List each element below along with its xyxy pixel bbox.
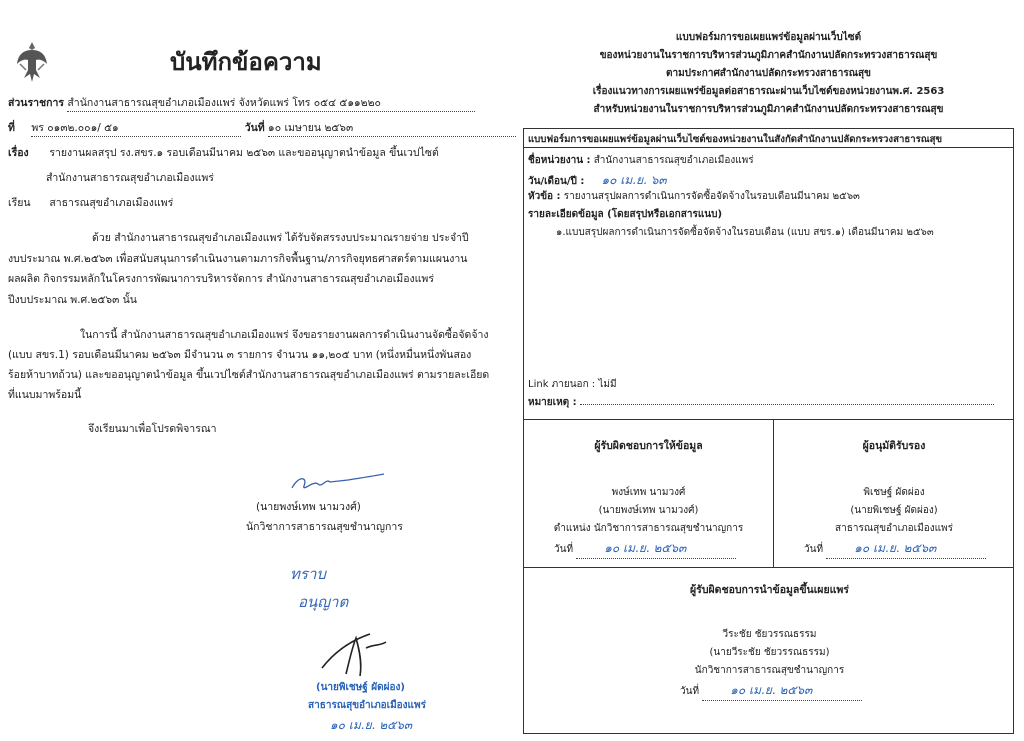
paragraph-line: งบประมาณ พ.ศ.๒๕๖๓ เพื่อสนับสนุนการดำเนินงานตามภารกิจพื้นฐาน/ภารกิจยุทธศาสตร์ตามแผนงาน — [8, 253, 468, 265]
unit-value: สำนักงานสาธารณสุขอำเภอเมืองแพร่ — [593, 155, 754, 166]
paragraph-line: ปีงบประมาณ พ.ศ.๒๕๖๓ นั้น — [8, 294, 137, 306]
memo-title: บันทึกข้อความ — [170, 48, 322, 76]
department-value: สำนักงานสาธารณสุขอำเภอเมืองแพร่ จังหวัดแพร่ โทร ๐๕๔ ๕๑๑๒๒๐ — [67, 94, 475, 112]
subject-label: เรื่อง — [8, 147, 29, 159]
remark-value — [580, 404, 994, 405]
approver-cell-title: ผู้อนุมัติรับรอง — [862, 440, 926, 452]
signature-scribble — [288, 470, 388, 496]
responsible-title: ผู้รับผิดชอบการให้ข้อมูล — [594, 440, 703, 452]
signer-position: นักวิชาการสาธารณสุขชำนาญการ — [246, 521, 403, 533]
approver-cell-name: พิเชษฐ์ ผัดผ่อง — [863, 487, 925, 498]
form-date-row — [528, 171, 667, 190]
publisher-position: นักวิชาการสาธารณสุขชำนาญการ — [694, 665, 845, 676]
form-header-line-1: แบบฟอร์มการขอเผยแพร่ข้อมูลผ่านเว็บไซต์ — [675, 32, 862, 43]
publisher-date-label: วันที่ — [680, 686, 700, 697]
approver-cell-position: สาธารณสุขอำเภอเมืองแพร่ — [835, 523, 953, 534]
topic-row — [528, 189, 860, 204]
handwritten-note-approve: อนุญาต — [298, 593, 349, 611]
responsible-position: ตำแหน่ง นักวิชาการสาธารณสุขชำนาญการ — [553, 523, 744, 534]
approver-cell-date-row — [804, 539, 986, 559]
number-label: ที่ — [8, 122, 15, 134]
topic-value: รายงานสรุปผลการดำเนินการจัดซื้อจัดจ้างในรอบเดือนมีนาคม ๒๕๖๓ — [563, 191, 860, 202]
approver-cell-date: ๑๐ เม.ย. ๒๕๖๓ — [826, 539, 986, 559]
date-value: ๑๐ เมษายน ๒๕๖๓ — [268, 119, 516, 137]
subject-line-2: สำนักงานสาธารณสุขอำเภอเมืองแพร่ — [46, 172, 214, 184]
publisher-title: ผู้รับผิดชอบการนำข้อมูลขึ้นเผยแพร่ — [690, 584, 849, 596]
paragraph-line: ด้วย สำนักงานสาธารณสุขอำเภอเมืองแพร่ ได้รับจัดสรรงบประมาณรายจ่าย ประจำปี — [92, 232, 469, 244]
publisher-name-paren: (นายวีระชัย ชัยวรรณธรรม) — [709, 647, 830, 658]
link-value: ไม่มี — [598, 379, 617, 390]
memo-closing: จึงเรียนมาเพื่อโปรดพิจารณา — [88, 423, 217, 435]
memo-department — [8, 94, 475, 112]
publisher-date: ๑๐ เม.ย. ๒๕๖๓ — [702, 681, 862, 701]
number-value: พร ๐๑๓๒.๐๐๑/ ๕๑ — [31, 119, 241, 137]
date-label: วันที่ — [244, 122, 265, 134]
memo-subject-row — [8, 144, 439, 161]
responsible-name: พงษ์เทพ นามวงศ์ — [611, 487, 686, 498]
handwritten-note-acknowledge: ทราบ — [290, 565, 326, 583]
form-date-label: วัน/เดือน/ปี : — [528, 176, 585, 187]
remark-label: หมายเหตุ : — [528, 397, 577, 408]
form-box-title: แบบฟอร์มการขอเผยแพร่ข้อมูลผ่านเว็บไซต์ของหน่วยงานในสังกัดสำนักงานปลัดกระทรวงสาธารณสุข — [528, 134, 943, 145]
remark-row — [528, 395, 994, 410]
responsible-date: ๑๐ เม.ย. ๒๕๖๓ — [576, 539, 736, 559]
form-box — [523, 128, 1014, 734]
form-header-line-3: ตามประกาศสำนักงานปลัดกระทรวงสาธารณสุข — [665, 68, 871, 79]
paragraph-line: ร้อยห้าบาทถ้วน) และขออนุญาตนำข้อมูล ขึ้นเวปไซต์สำนักงานสาธารณสุขอำเภอเมืองแพร่ ตามรายละเอียด — [8, 369, 490, 381]
form-header-line-2: ของหน่วยงานในราชการบริหารส่วนภูมิภาคสำนักงานปลัดกระทรวงสาธารณสุข — [599, 50, 938, 61]
paragraph-line: ที่แนบมาพร้อมนี้ — [8, 389, 82, 401]
publisher-date-row — [680, 681, 862, 701]
to-value: สาธารณสุขอำเภอเมืองแพร่ — [49, 197, 174, 209]
signer-name: (นายพงษ์เทพ นามวงศ์) — [256, 501, 361, 513]
link-label: Link ภายนอก : — [528, 379, 596, 390]
approver-position: สาธารณสุขอำเภอเมืองแพร่ — [308, 700, 426, 711]
form-header-line-5: สำหรับหน่วยงานในราชการบริหารส่วนภูมิภาคสำนักงานปลัดกระทรวงสาธารณสุข — [593, 104, 944, 115]
unit-row — [528, 153, 754, 168]
detail-value: ๑.แบบสรุปผลการดำเนินการจัดซื้อจัดจ้างในรอบเดือน (แบบ สขร.๑) เดือนมีนาคม ๒๕๖๓ — [556, 227, 934, 238]
approver-date: ๑๐ เม.ย. ๒๕๖๓ — [330, 718, 413, 732]
paragraph-line: (แบบ สขร.1) รอบเดือนมีนาคม ๒๕๖๓ มีจำนวน ๓ รายการ จำนวน ๑๑,๒๐๕ บาท (หนึ่งหมื่นหนึ่งพันสอง — [8, 349, 472, 361]
form-date-value: ๑๐ เม.ย. ๖๓ — [601, 173, 667, 187]
link-row — [528, 377, 617, 392]
approver-signature-scribble — [316, 628, 396, 680]
paragraph-line: ผลผลิต กิจกรรมหลักในโครงการพัฒนาการบริหารจัดการ สำนักงานสาธารณสุขอำเภอเมืองแพร่ — [8, 273, 434, 285]
subject-line-1: รายงานผลสรุป รง.สขร.๑ รอบเดือนมีนาคม ๒๕๖๓ และขออนุญาตนำข้อมูล ขึ้นเวปไซต์ — [49, 147, 439, 159]
paragraph-line: ในการนี้ สำนักงานสาธารณสุขอำเภอเมืองแพร่ จึงขอรายงานผลการดำเนินงานจัดซื้อจัดจ้าง — [80, 329, 489, 341]
to-label: เรียน — [8, 197, 31, 209]
publisher-name: วีระชัย ชัยวรรณธรรม — [722, 629, 817, 640]
approver-cell-name-paren: (นายพิเชษฐ์ ผัดผ่อง) — [850, 505, 938, 516]
responsible-date-label: วันที่ — [554, 544, 574, 555]
garuda-emblem-icon — [16, 40, 48, 84]
memo-number-row — [8, 119, 516, 137]
detail-label: รายละเอียดข้อมูล (โดยสรุปหรือเอกสารแนบ) — [528, 209, 723, 220]
responsible-date-row — [554, 539, 736, 559]
unit-label: ชื่อหน่วยงาน : — [528, 155, 591, 166]
department-label: ส่วนราชการ — [8, 97, 65, 109]
form-header-line-4: เรื่องแนวทางการเผยแพร่ข้อมูลต่อสาธารณะผ่านเว็บไซต์ของหน่วยงานพ.ศ. 2563 — [592, 86, 945, 97]
memo-to-row — [8, 194, 173, 211]
approver-cell-date-label: วันที่ — [804, 544, 824, 555]
responsible-name-paren: (นายพงษ์เทพ นามวงศ์) — [598, 505, 699, 516]
approver-name: (นายพิเชษฐ์ ผัดผ่อง) — [316, 682, 405, 693]
topic-label: หัวข้อ : — [528, 191, 561, 202]
